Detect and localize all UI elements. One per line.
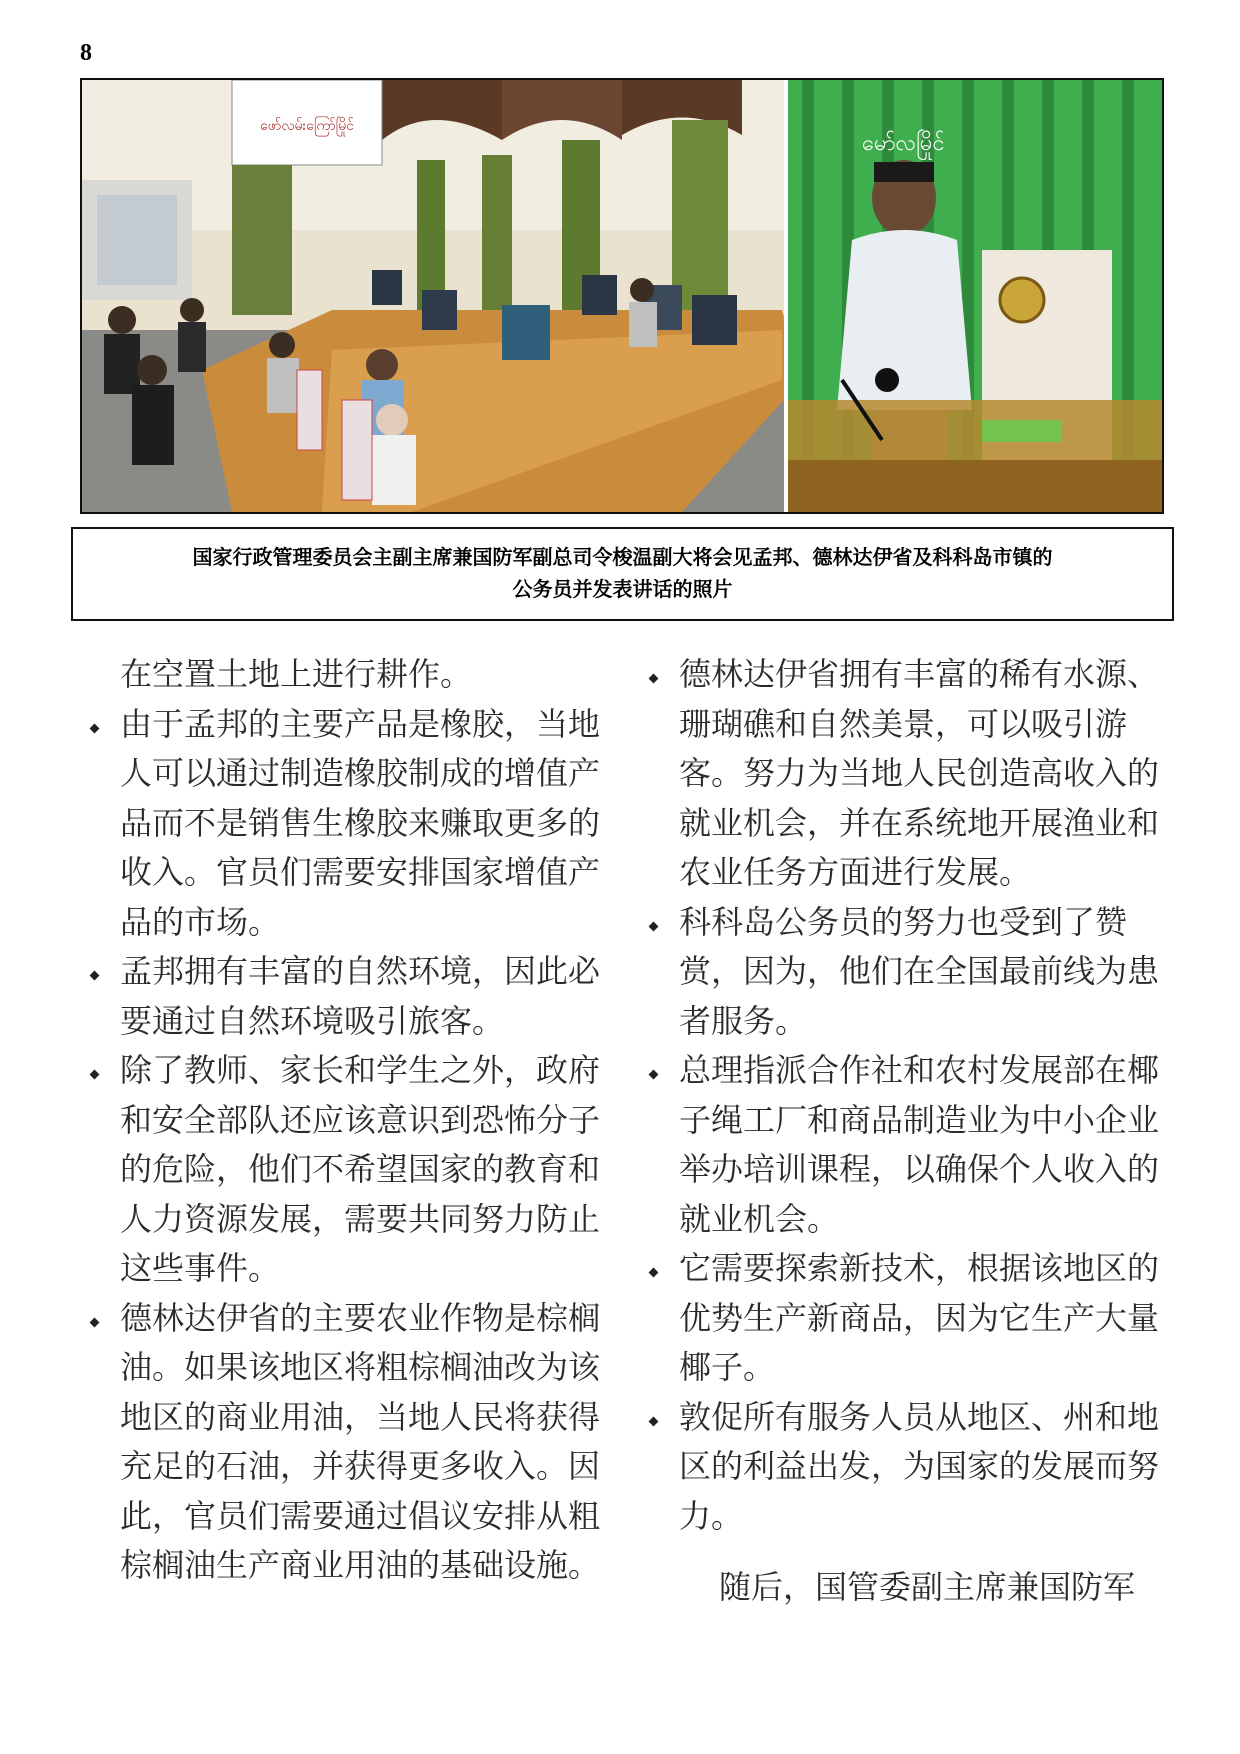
diamond-bullet-icon (643, 1244, 663, 1294)
diamond-bullet-icon (84, 1046, 104, 1096)
list-item (84, 1294, 614, 1591)
caption-line-2: 公务员并发表讲话的照片 (512, 577, 733, 601)
left-column (84, 650, 614, 1591)
list-item-text: 由于孟邦的主要产品是橡胶，当地人可以通过制造橡胶制成的增值产品而不是销售生橡胶来赚取更多的收入。官员们需要安排国家增值产品的市场。 (120, 704, 601, 941)
list-item-text: 总理指派合作社和农村发展部在椰子绳工厂和商品制造业为中小企业举办培训课程，以确保个人收入的就业机会。 (679, 1051, 1160, 1238)
list-item-text: 德林达伊省拥有丰富的稀有水源、珊瑚礁和自然美景，可以吸引游客。努力为当地人民创造高收入的就业机会，并在系统地开展渔业和农业任务方面进行发展。 (679, 655, 1160, 891)
conference-hall-photo (82, 80, 867, 512)
photo-caption (71, 527, 1174, 621)
speaker-photo (788, 80, 1162, 512)
diamond-bullet-icon (643, 650, 663, 700)
list-item (643, 1393, 1173, 1542)
list-item-text: 孟邦拥有丰富的自然环境，因此必要通过自然环境吸引旅客。 (120, 952, 601, 1040)
list-item (643, 898, 1173, 1047)
right-column (643, 650, 1173, 1613)
caption-line-1: 国家行政管理委员会主副主席兼国防军副总司令梭温副大将会见孟邦、德林达伊省及科科岛市镇的 (192, 545, 1053, 569)
diamond-bullet-icon (643, 1046, 663, 1096)
screen-text: ဖော်လမ်းကြော်မြိုင် (260, 118, 354, 134)
list-item-text: 科科岛公务员的努力也受到了赞赏，因为，他们在全国最前线为患者服务。 (679, 902, 1160, 1040)
diamond-bullet-icon (643, 1393, 663, 1443)
list-item-text: 除了教师、家长和学生之外，政府和安全部队还应该意识到恐怖分子的危险，他们不希望国家的教育和人力资源发展，需要共同努力防止这些事件。 (120, 1051, 601, 1287)
list-item (84, 947, 614, 1046)
list-item (84, 1046, 614, 1294)
meeting-photo (80, 78, 1164, 514)
list-item (643, 1244, 1173, 1393)
list-item-text: 敦促所有服务人员从地区、州和地区的利益出发，为国家的发展而努力。 (679, 1397, 1160, 1535)
continuation-paragraph: 在空置土地上进行耕作。 (120, 655, 473, 693)
diamond-bullet-icon (643, 898, 663, 948)
diamond-bullet-icon (84, 700, 104, 750)
page-number: 8 (80, 40, 92, 66)
podium-text: မော်လမြိုင် (862, 131, 945, 156)
list-item-text: 它需要探索新技术，根据该地区的优势生产新商品，因为它生产大量椰子。 (679, 1249, 1160, 1386)
list-item (643, 650, 1173, 898)
list-item (643, 1046, 1173, 1244)
diamond-bullet-icon (84, 947, 104, 997)
list-item (84, 700, 614, 948)
closing-paragraph: 随后，国管委副主席兼国防军 (719, 1568, 1136, 1606)
diamond-bullet-icon (84, 1294, 104, 1344)
list-item-text: 德林达伊省的主要农业作物是棕榈油。如果该地区将粗棕榈油改为该地区的商业用油，当地人民将获得充足的石油，并获得更多收入。因此，官员们需要通过倡议安排从粗棕榈油生产商业用油的基础设施。 (120, 1298, 601, 1584)
